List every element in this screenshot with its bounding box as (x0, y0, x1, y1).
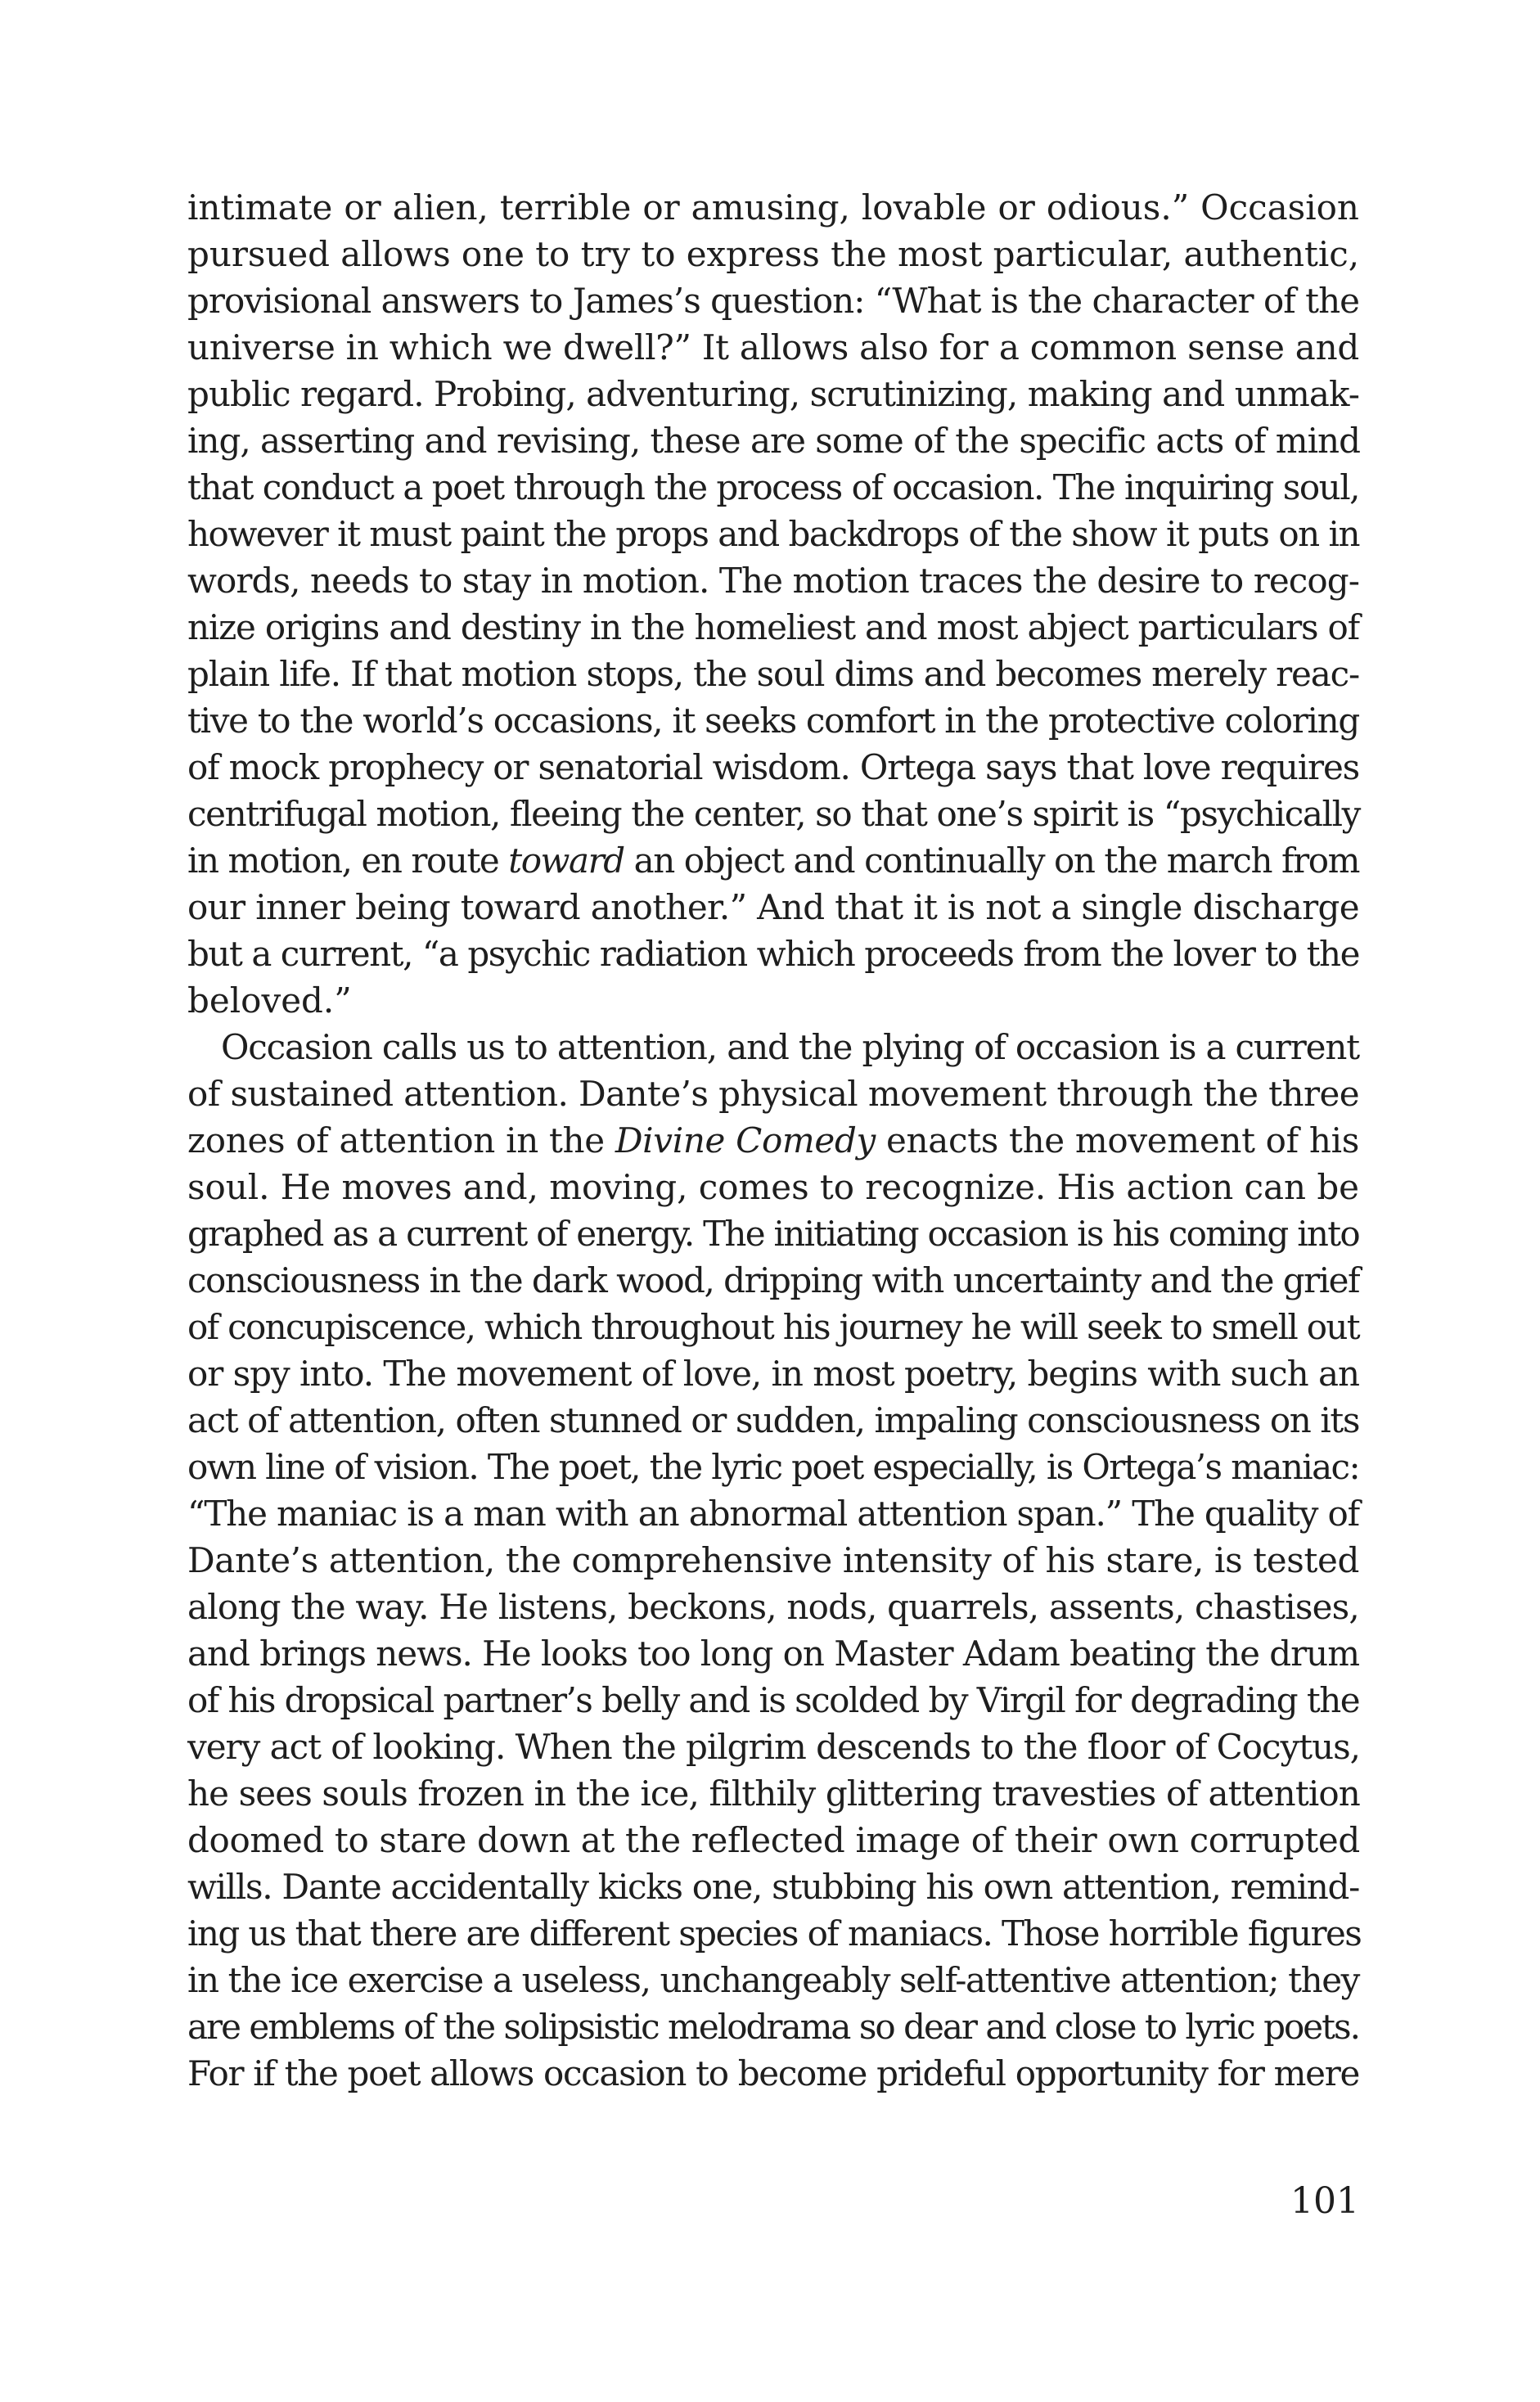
text-line: provisional answers to James’s question: “What is the character of the (187, 281, 1359, 321)
text-line: very act of looking. When the pilgrim descends to the floor of Cocytus, (187, 1727, 1360, 1767)
text-line: graphed as a current of energy. The initiating occasion is his coming into (187, 1214, 1359, 1254)
text-line: tive to the world’s occasions, it seeks comfort in the protective coloring (187, 701, 1359, 741)
text-line: but a current, “a psychic radiation which proceeds from the lover to the (187, 934, 1359, 974)
text-line: of his dropsical partner’s belly and is scolded by Virgil for degrading the (187, 1680, 1359, 1720)
text-line: soul. He moves and, moving, comes to recognize. His action can be (187, 1167, 1359, 1207)
text-line: of sustained attention. Dante’s physical movement through the three (187, 1074, 1359, 1114)
text-line: doomed to stare down at the reflected image of their own corrupted (187, 1820, 1360, 1860)
paragraph-1 (187, 184, 1359, 1024)
text-line: ing, asserting and revising, these are some of the specific acts of mind (187, 421, 1360, 461)
italic-title: Divine Comedy (615, 1120, 876, 1160)
text-line: plain life. If that motion stops, the soul dims and becomes merely reac- (187, 654, 1360, 694)
text-line: ing us that there are different species of maniacs. Those horrible figures (187, 1913, 1362, 1954)
text-line: “The maniac is a man with an abnormal attention span.” The quality of (187, 1494, 1359, 1534)
text-line: beloved.” (187, 980, 352, 1021)
text-line: For if the poet allows occasion to become prideful opportunity for mere (187, 2053, 1359, 2093)
text-line: Occasion calls us to attention, and the plying of occasion is a current (221, 1027, 1359, 1067)
text-line: universe in which we dwell?” It allows also for a common sense and (187, 327, 1359, 367)
text-line: centrifugal motion, fleeing the center, so that one’s spirit is “psychically (187, 794, 1360, 834)
text-line: our inner being toward another.” And that it is not a single discharge (187, 887, 1359, 927)
text-line: public regard. Probing, adventuring, scrutinizing, making and unmak- (187, 374, 1359, 414)
text-line: Dante’s attention, the comprehensive intensity of his stare, is tested (187, 1540, 1359, 1580)
text-line: that conduct a poet through the process of occasion. The inquiring soul, (187, 467, 1359, 507)
text-line: consciousness in the dark wood, dripping with uncertainty and the grief (187, 1260, 1359, 1300)
text-line: or spy into. The movement of love, in most poetry, begins with such an (187, 1354, 1359, 1394)
text-line: of mock prophecy or senatorial wisdom. Ortega says that love requires (187, 747, 1360, 787)
text-line: nize origins and destiny in the homeliest and most abject particulars of (187, 607, 1359, 647)
page-number: 101 (1290, 2180, 1359, 2222)
text-line: however it must paint the props and backdrops of the show it puts on in (187, 514, 1359, 554)
text-line: wills. Dante accidentally kicks one, stubbing his own attention, remind- (187, 1867, 1359, 1907)
text-line: in motion, en route toward an object and continually on the march from (187, 840, 1360, 881)
text-line: act of attention, often stunned or sudden, impaling consciousness on its (187, 1400, 1359, 1440)
body-text (187, 184, 1362, 2097)
text-line: are emblems of the solipsistic melodrama so dear and close to lyric poets. (187, 2007, 1359, 2047)
text-line: and brings news. He looks too long on Master Adam beating the drum (187, 1634, 1359, 1674)
text-line: pursued allows one to try to express the most particular, authentic, (187, 234, 1359, 274)
text-line: he sees souls frozen in the ice, filthily glittering travesties of attention (187, 1773, 1360, 1814)
paragraph-2 (187, 1024, 1362, 2097)
text-line: words, needs to stay in motion. The motion traces the desire to recog- (187, 561, 1359, 601)
text-line: zones of attention in the Divine Comedy enacts the movement of his (187, 1120, 1359, 1160)
text-line: own line of vision. The poet, the lyric poet especially, is Ortega’s maniac: (187, 1447, 1359, 1487)
text-line: intimate or alien, terrible or amusing, lovable or odious.” Occasion (187, 187, 1359, 228)
text-line: of concupiscence, which throughout his journey he will seek to smell out (187, 1307, 1359, 1347)
text-line: in the ice exercise a useless, unchangeably self-attentive attention; they (187, 1960, 1359, 2000)
text-line: along the way. He listens, beckons, nods, quarrels, assents, chastises, (187, 1587, 1359, 1627)
italic-word: toward (508, 840, 624, 881)
